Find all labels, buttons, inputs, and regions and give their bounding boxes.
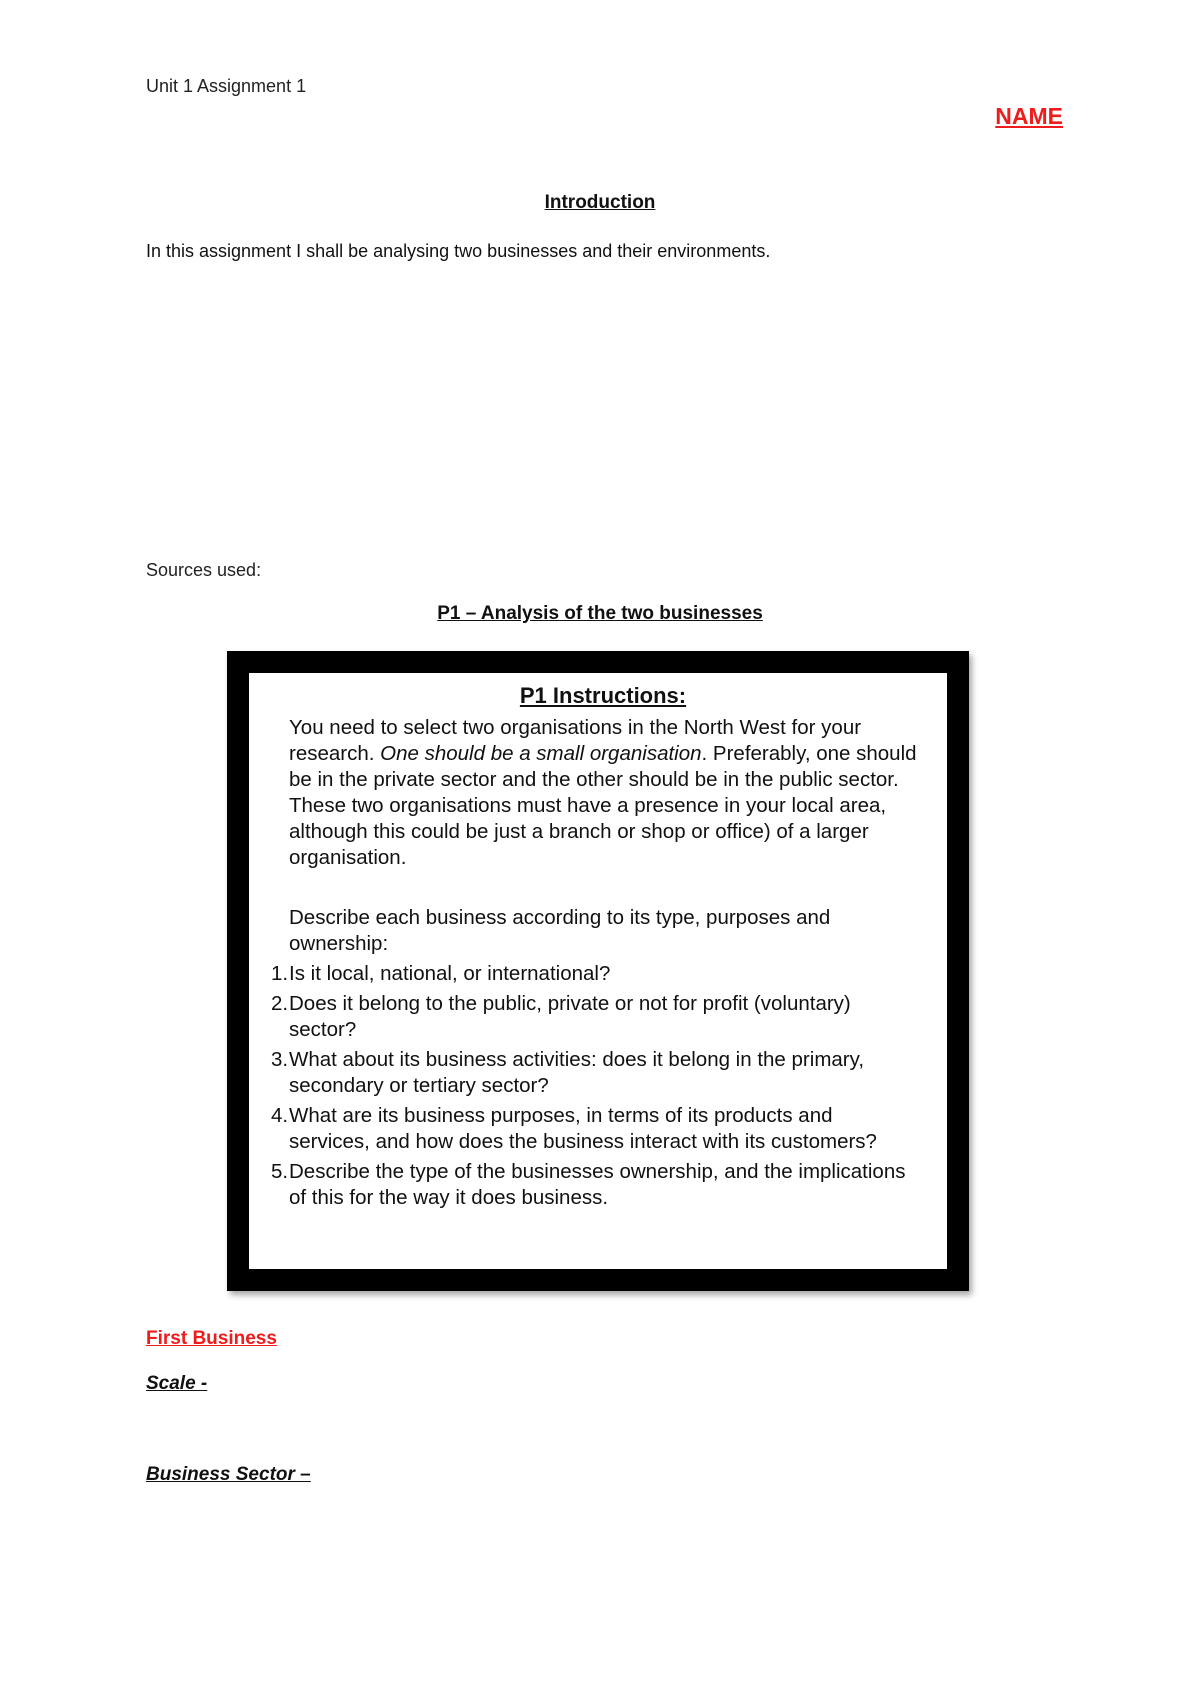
business-sector-label: Business Sector – bbox=[146, 1464, 311, 1485]
instructions-para1-italic: One should be a small organisation bbox=[380, 742, 702, 765]
list-item-text: Does it belong to the public, private or not for profit (voluntary) sector? bbox=[289, 992, 851, 1041]
list-item-text: Describe the type of the businesses ownership, and the implications of this for the way it does business. bbox=[289, 1160, 906, 1209]
document-header-title: Unit 1 Assignment 1 bbox=[146, 76, 307, 96]
list-item-text: Is it local, national, or international? bbox=[289, 962, 611, 985]
p1-instructions-image bbox=[227, 651, 969, 1291]
instructions-paragraph-2: Describe each business according to its type, purposes and ownership: bbox=[289, 906, 831, 955]
list-item-number: 1. bbox=[271, 962, 289, 985]
list-item-number: 4. bbox=[271, 1104, 289, 1127]
list-item bbox=[271, 1159, 917, 1211]
list-item-text: What are its business purposes, in terms of its products and services, and how does the business interact with its customers? bbox=[289, 1104, 877, 1153]
instructions-title: P1 Instructions: bbox=[519, 683, 687, 708]
list-item-number: 3. bbox=[271, 1048, 289, 1071]
instructions-list bbox=[271, 961, 917, 1211]
student-name-placeholder: NAME bbox=[995, 103, 1063, 129]
instructions-para1-end: . Preferably, one should be in the private sector and the other should be in the public sector. These two organisations must have a presence in your local area, although this could be just a branch or shop or office) of a larger organisation. bbox=[289, 742, 917, 869]
instructions-paragraph-1 bbox=[289, 715, 917, 871]
list-item bbox=[271, 961, 917, 987]
introduction-heading: Introduction bbox=[544, 192, 656, 213]
list-item bbox=[271, 1103, 917, 1155]
list-item bbox=[271, 991, 917, 1043]
instructions-para1-start: You need to select two organisations in the North West for your research. bbox=[289, 716, 862, 765]
list-item-text: What about its business activities: does it belong in the primary, secondary or tertiary sector? bbox=[289, 1048, 865, 1097]
p1-heading: P1 – Analysis of the two businesses bbox=[437, 603, 763, 624]
introduction-text: In this assignment I shall be analysing two businesses and their environments. bbox=[146, 241, 771, 261]
first-business-heading: First Business bbox=[146, 1328, 277, 1349]
list-item-number: 2. bbox=[271, 992, 289, 1015]
scale-label: Scale - bbox=[146, 1373, 208, 1394]
sources-used-label: Sources used: bbox=[146, 560, 262, 580]
list-item bbox=[271, 1047, 917, 1099]
p1-instructions-panel bbox=[249, 673, 947, 1269]
list-item-number: 5. bbox=[271, 1160, 289, 1183]
